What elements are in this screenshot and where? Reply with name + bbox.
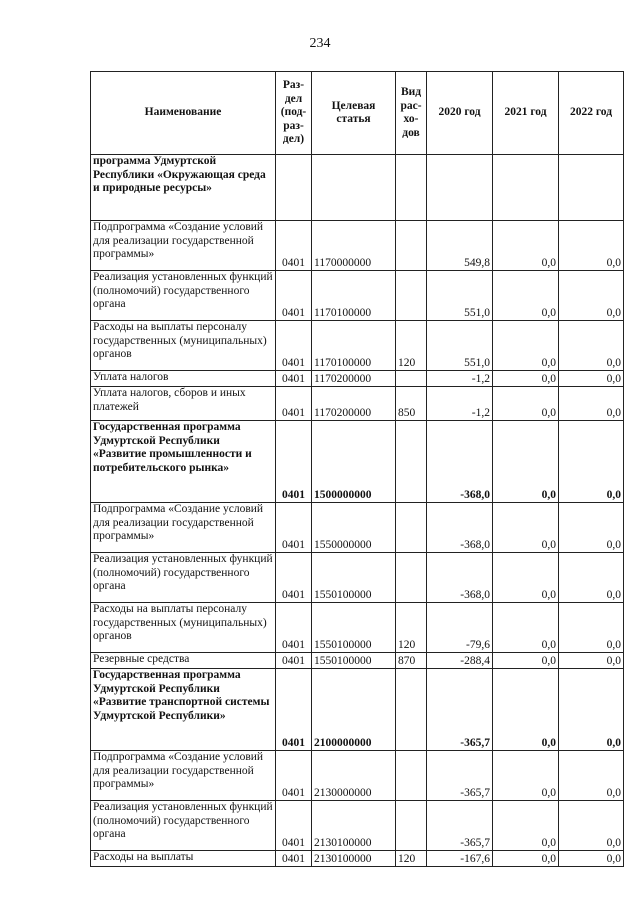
row-section: 0401 xyxy=(276,801,312,851)
table-header-row xyxy=(91,72,624,155)
row-value-2020: -1,2 xyxy=(427,387,493,421)
table-row xyxy=(91,751,624,801)
row-value-2022: 0,0 xyxy=(559,751,624,801)
table-row xyxy=(91,851,624,867)
row-value-2021 xyxy=(493,155,559,221)
header-section: Раз- дел (под- раз- дел) xyxy=(276,72,312,155)
table-row xyxy=(91,553,624,603)
row-name: Расходы на выплаты персоналу государственных (муниципальных) органов xyxy=(91,603,276,653)
page-number: 234 xyxy=(309,36,331,51)
table-row xyxy=(91,669,624,751)
row-section: 0401 xyxy=(276,271,312,321)
row-section: 0401 xyxy=(276,669,312,751)
row-expense-type: 120 xyxy=(396,603,427,653)
row-section: 0401 xyxy=(276,603,312,653)
row-name: Подпрограмма «Создание условий для реализации государственной программы» xyxy=(91,751,276,801)
row-section: 0401 xyxy=(276,221,312,271)
header-2021: 2021 год xyxy=(493,72,559,155)
row-value-2020: 551,0 xyxy=(427,321,493,371)
row-name: Уплата налогов, сборов и иных платежей xyxy=(91,387,276,421)
row-expense-type: 120 xyxy=(396,321,427,371)
row-article: 1550100000 xyxy=(312,553,396,603)
table-row xyxy=(91,801,624,851)
header-expense-type: Вид рас- хо- дов xyxy=(396,72,427,155)
row-value-2021: 0,0 xyxy=(493,801,559,851)
row-article: 1550100000 xyxy=(312,603,396,653)
row-value-2021: 0,0 xyxy=(493,851,559,867)
row-value-2022: 0,0 xyxy=(559,553,624,603)
row-value-2022: 0,0 xyxy=(559,669,624,751)
table-row xyxy=(91,371,624,387)
row-value-2020: -288,4 xyxy=(427,653,493,669)
budget-table xyxy=(90,71,624,867)
row-section: 0401 xyxy=(276,321,312,371)
row-value-2021: 0,0 xyxy=(493,221,559,271)
row-name: Государственная программа Удмуртской Республики «Развитие транспортной системы Удмуртской Республики» xyxy=(91,669,276,751)
row-expense-type xyxy=(396,371,427,387)
row-name: Реализация установленных функций (полномочий) государственного органа xyxy=(91,553,276,603)
row-value-2021: 0,0 xyxy=(493,387,559,421)
row-expense-type: 120 xyxy=(396,851,427,867)
row-article: 1550100000 xyxy=(312,653,396,669)
row-article: 1170200000 xyxy=(312,371,396,387)
row-expense-type: 870 xyxy=(396,653,427,669)
row-expense-type: 850 xyxy=(396,387,427,421)
row-value-2022: 0,0 xyxy=(559,321,624,371)
row-value-2020: -365,7 xyxy=(427,801,493,851)
row-name: Подпрограмма «Создание условий для реализации государственной программы» xyxy=(91,503,276,553)
row-name: Государственная программа Удмуртской Республики «Развитие промышленности и потребительского рынка» xyxy=(91,421,276,503)
table-row xyxy=(91,155,624,221)
row-name: Уплата налогов xyxy=(91,371,276,387)
row-article: 1550000000 xyxy=(312,503,396,553)
table-row xyxy=(91,387,624,421)
table-row xyxy=(91,221,624,271)
row-value-2020: -368,0 xyxy=(427,421,493,503)
row-value-2021: 0,0 xyxy=(493,653,559,669)
row-name: Расходы на выплаты персоналу государственных (муниципальных) органов xyxy=(91,321,276,371)
header-name: Наименование xyxy=(91,72,276,155)
row-value-2022: 0,0 xyxy=(559,387,624,421)
row-section: 0401 xyxy=(276,503,312,553)
row-name: программа Удмуртской Республики «Окружающая среда и природные ресурсы» xyxy=(91,155,276,221)
row-value-2022: 0,0 xyxy=(559,371,624,387)
row-expense-type xyxy=(396,271,427,321)
row-value-2021: 0,0 xyxy=(493,603,559,653)
row-value-2022: 0,0 xyxy=(559,421,624,503)
row-article: 2130100000 xyxy=(312,851,396,867)
row-value-2020 xyxy=(427,155,493,221)
row-value-2020: -79,6 xyxy=(427,603,493,653)
row-expense-type xyxy=(396,155,427,221)
header-article: Целевая статья xyxy=(312,72,396,155)
row-expense-type xyxy=(396,751,427,801)
table-row xyxy=(91,271,624,321)
row-article: 1170100000 xyxy=(312,321,396,371)
row-expense-type xyxy=(396,503,427,553)
row-section xyxy=(276,155,312,221)
table-row xyxy=(91,421,624,503)
row-value-2020: 549,8 xyxy=(427,221,493,271)
row-article: 1170100000 xyxy=(312,271,396,321)
row-value-2021: 0,0 xyxy=(493,321,559,371)
row-article: 2130000000 xyxy=(312,751,396,801)
row-name: Подпрограмма «Создание условий для реализации государственной программы» xyxy=(91,221,276,271)
row-article: 2130100000 xyxy=(312,801,396,851)
row-value-2022: 0,0 xyxy=(559,503,624,553)
row-expense-type xyxy=(396,421,427,503)
row-value-2020: -167,6 xyxy=(427,851,493,867)
row-section: 0401 xyxy=(276,851,312,867)
row-value-2021: 0,0 xyxy=(493,503,559,553)
row-value-2022: 0,0 xyxy=(559,653,624,669)
table-row xyxy=(91,603,624,653)
row-value-2021: 0,0 xyxy=(493,553,559,603)
row-article: 1170200000 xyxy=(312,387,396,421)
row-section: 0401 xyxy=(276,751,312,801)
row-value-2021: 0,0 xyxy=(493,751,559,801)
row-name: Расходы на выплаты xyxy=(91,851,276,867)
table-body xyxy=(91,155,624,867)
row-value-2022: 0,0 xyxy=(559,603,624,653)
row-article xyxy=(312,155,396,221)
row-section: 0401 xyxy=(276,421,312,503)
row-value-2021: 0,0 xyxy=(493,421,559,503)
row-name: Резервные средства xyxy=(91,653,276,669)
row-section: 0401 xyxy=(276,371,312,387)
row-value-2020: -368,0 xyxy=(427,553,493,603)
row-value-2020: -368,0 xyxy=(427,503,493,553)
row-value-2020: -1,2 xyxy=(427,371,493,387)
row-article: 1170000000 xyxy=(312,221,396,271)
row-value-2022: 0,0 xyxy=(559,851,624,867)
header-2020: 2020 год xyxy=(427,72,493,155)
row-name: Реализация установленных функций (полномочий) государственного органа xyxy=(91,271,276,321)
row-expense-type xyxy=(396,553,427,603)
row-value-2021: 0,0 xyxy=(493,669,559,751)
row-value-2020: 551,0 xyxy=(427,271,493,321)
row-section: 0401 xyxy=(276,553,312,603)
header-2022: 2022 год xyxy=(559,72,624,155)
row-value-2022 xyxy=(559,155,624,221)
row-expense-type xyxy=(396,801,427,851)
row-section: 0401 xyxy=(276,387,312,421)
row-name: Реализация установленных функций (полномочий) государственного органа xyxy=(91,801,276,851)
row-value-2020: -365,7 xyxy=(427,669,493,751)
row-value-2022: 0,0 xyxy=(559,271,624,321)
row-expense-type xyxy=(396,221,427,271)
row-value-2021: 0,0 xyxy=(493,371,559,387)
row-expense-type xyxy=(396,669,427,751)
row-value-2022: 0,0 xyxy=(559,221,624,271)
row-value-2022: 0,0 xyxy=(559,801,624,851)
row-section: 0401 xyxy=(276,653,312,669)
table-row xyxy=(91,653,624,669)
table-row xyxy=(91,321,624,371)
table-row xyxy=(91,503,624,553)
row-value-2020: -365,7 xyxy=(427,751,493,801)
row-article: 1500000000 xyxy=(312,421,396,503)
row-value-2021: 0,0 xyxy=(493,271,559,321)
row-article: 2100000000 xyxy=(312,669,396,751)
